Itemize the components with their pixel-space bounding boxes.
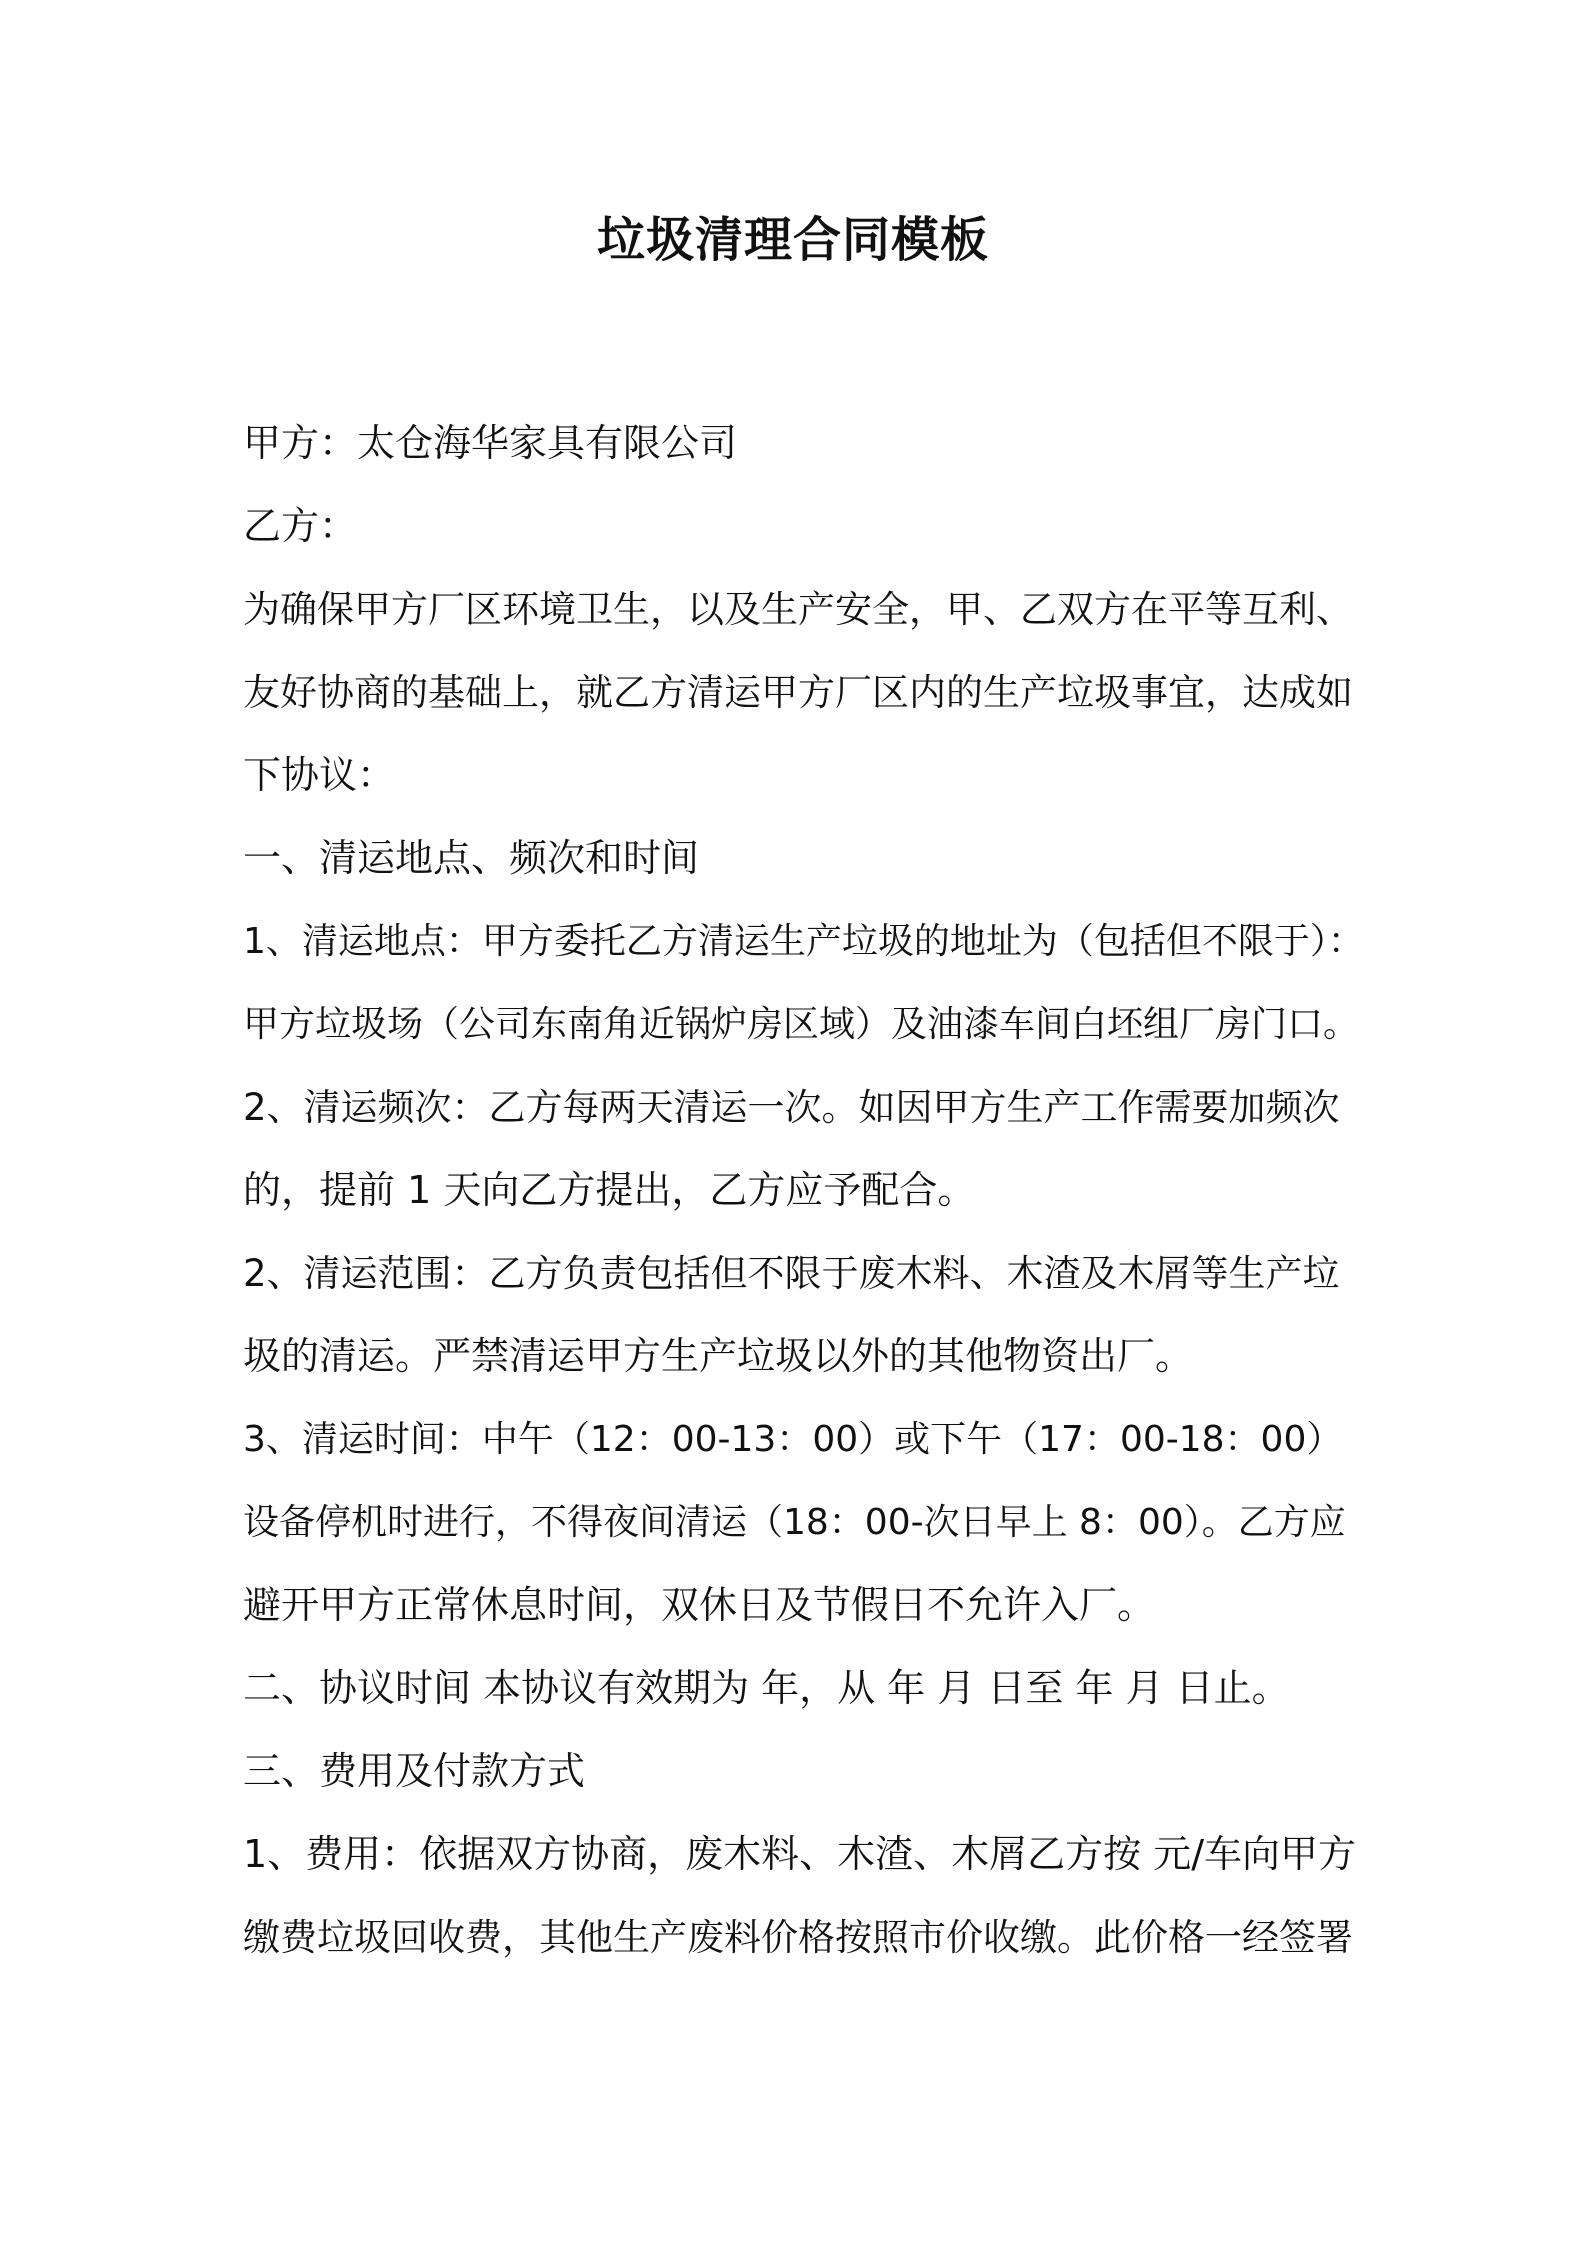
section-heading: 二、协议时间 本协议有效期为 年，从 年 月 日至 年 月 日止。 (243, 1666, 1290, 1710)
clause-line: 1、费用：依据双方协商，废木料、木渣、木屑乙方按 元/车向甲方 (243, 1832, 1357, 1876)
preamble-line: 为确保甲方厂区环境卫生，以及生产安全，甲、乙双方在平等互利、 (243, 588, 1353, 631)
clause-line: 2、清运范围：乙方负责包括但不限于废木料、木渣及木屑等生产垃 (243, 1252, 1340, 1295)
preamble-line: 下协议： (243, 753, 396, 797)
clause-line: 圾的清运。严禁清运甲方生产垃圾以外的其他物资出厂。 (243, 1334, 1194, 1378)
preamble-line: 友好协商的基础上，就乙方清运甲方厂区内的生产垃圾事宜，达成如 (243, 671, 1353, 714)
party-b-line: 乙方： (243, 504, 358, 548)
document-title: 垃圾清理合同模板 (596, 212, 989, 268)
clause-line: 1、清运地点：甲方委托乙方清运生产垃圾的地址为（包括但不限于）： (243, 921, 1364, 962)
section-heading: 一、清运地点、频次和时间 (243, 836, 700, 880)
clause-line: 缴费垃圾回收费，其他生产废料价格按照市价收缴。此价格一经签署 (243, 1916, 1353, 1959)
section-heading: 三、费用及付款方式 (243, 1749, 586, 1793)
clause-line: 避开甲方正常休息时间，双休日及节假日不允许入厂。 (243, 1583, 1156, 1627)
clause-line: 3、清运时间：中午（12：00-13：00）或下午（17：00-18：00） (243, 1419, 1343, 1460)
party-a-line: 甲方：太仓海华家具有限公司 (243, 421, 738, 465)
clause-line: 2、清运频次：乙方每两天清运一次。如因甲方生产工作需要加频次 (243, 1086, 1340, 1129)
clause-line: 甲方垃圾场（公司东南角近锅炉房区域）及油漆车间白坯组厂房门口。 (243, 1004, 1360, 1045)
clause-line: 的，提前 1 天向乙方提出，乙方应予配合。 (243, 1168, 976, 1212)
clause-line: 设备停机时进行，不得夜间清运（18：00-次日早上 8：00）。乙方应 (243, 1502, 1346, 1543)
document-body (243, 402, 1363, 1979)
